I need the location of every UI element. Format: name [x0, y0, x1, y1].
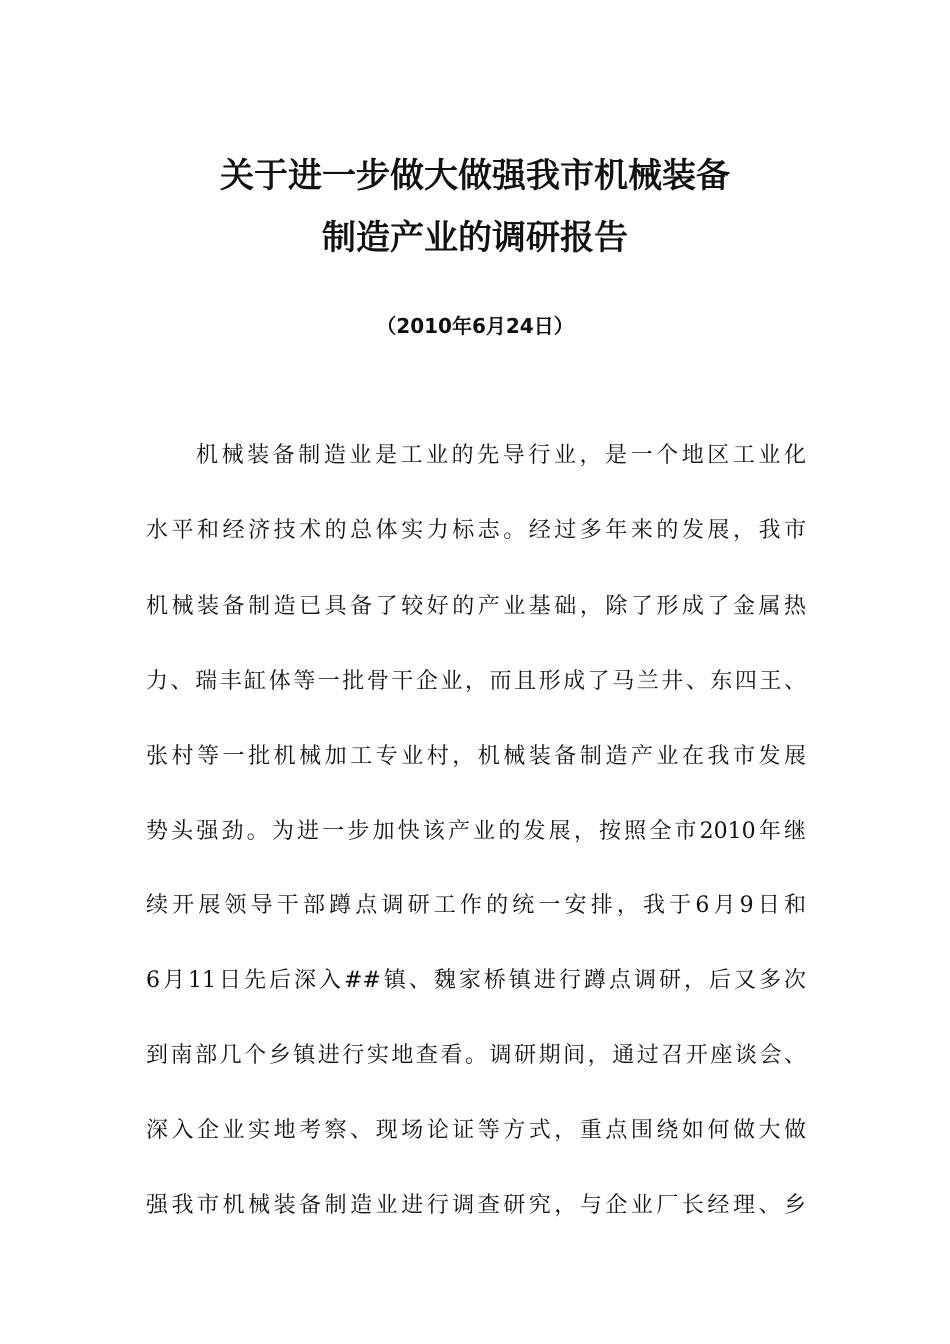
body-text-line: 续开展领导干部蹲点调研工作的统一安排，我于6月9日和	[146, 893, 806, 918]
body-text-line: 机械装备制造已具备了较好的产业基础，除了形成了金属热	[146, 594, 806, 619]
report-title-line-1: 关于进一步做大做强我市机械装备	[220, 156, 730, 196]
body-text-line: 张村等一批机械加工专业村，机械装备制造产业在我市发展	[146, 744, 806, 769]
body-text-line: 水平和经济技术的总体实力标志。经过多年来的发展，我市	[146, 518, 806, 543]
report-date: （2010年6月24日）	[376, 314, 574, 338]
report-title-line-2: 制造产业的调研报告	[322, 218, 628, 258]
body-text-line: 强我市机械装备制造业进行调查研究，与企业厂长经理、乡	[146, 1193, 806, 1218]
body-text-line: 力、瑞丰缸体等一批骨干企业，而且形成了马兰井、东四王、	[146, 669, 806, 694]
body-text-line: 6月11日先后深入##镇、魏家桥镇进行蹲点调研，后又多次	[146, 968, 806, 993]
body-text-line: 机械装备制造业是工业的先导行业，是一个地区工业化	[196, 443, 806, 468]
body-text-line: 势头强劲。为进一步加快该产业的发展，按照全市2010年继	[146, 819, 806, 844]
body-text-line: 到南部几个乡镇进行实地查看。调研期间，通过召开座谈会、	[146, 1043, 806, 1068]
body-text-line: 深入企业实地考察、现场论证等方式，重点围绕如何做大做	[146, 1118, 806, 1143]
